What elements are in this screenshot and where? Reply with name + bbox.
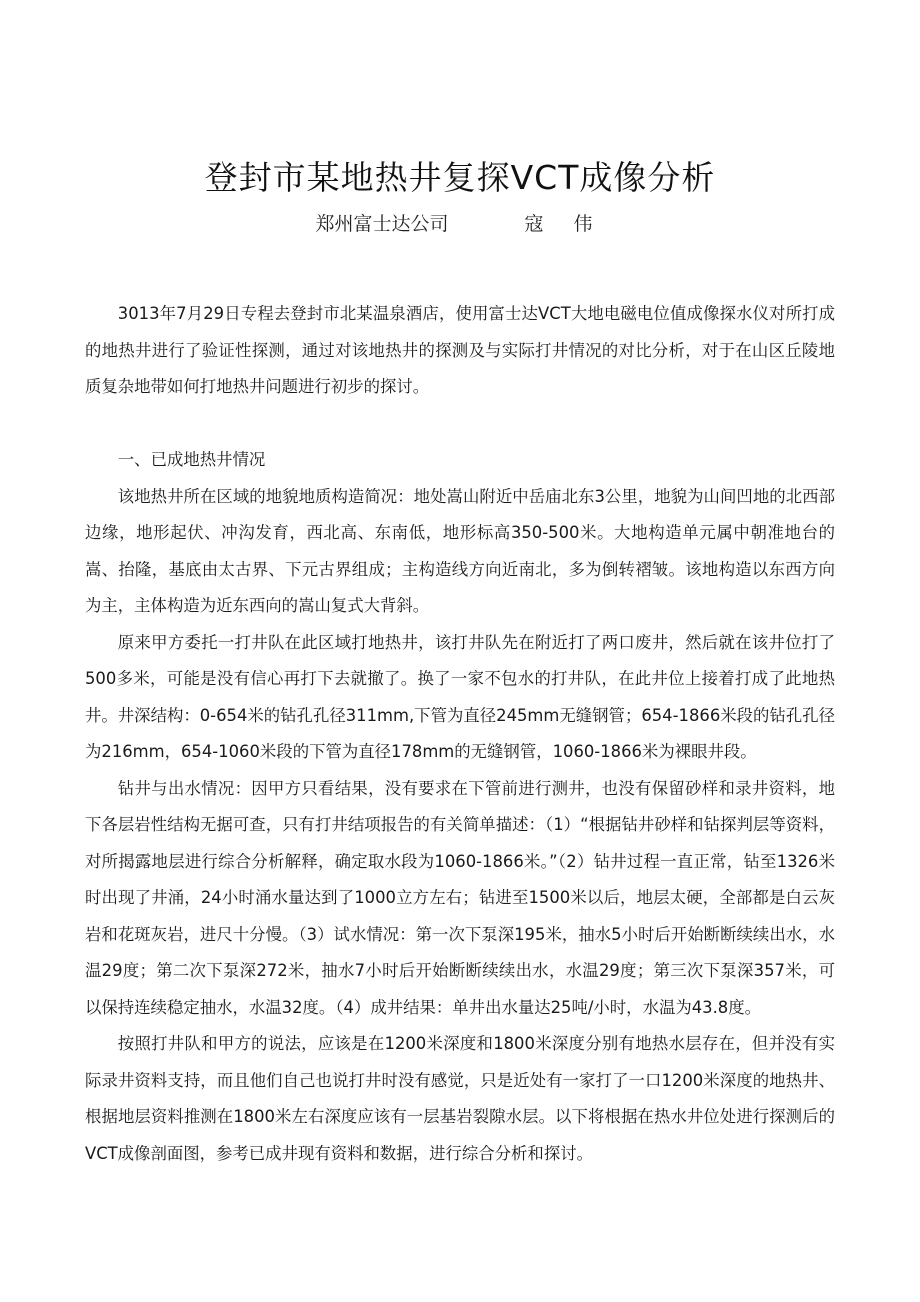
section-heading: 一、已成地热井情况 <box>117 450 266 469</box>
document-title: 登封市某地热井复探VCT成像分析 <box>204 158 716 197</box>
drilling-history-paragraph: 原来甲方委托一打井队在此区域打地热井，该打井队先在附近打了两口废井，然后就在该井位打了500多米，可能是没有信心再打下去就撤了。换了一家不包水的打井队，在此井位上接着打成了此地热井。井深结构：0-654米的钻孔孔径311mm,下管为直径245mm无缝钢管；654-1866米段的钻孔孔径为216mm，654-1060米段的下管为直径178mm的无缝钢管，1060-1866米为裸眼井段。 <box>85 632 835 761</box>
water-output-paragraph: 钻井与出水情况：因甲方只看结果，没有要求在下管前进行测井，也没有保留砂样和录井资料，地下各层岩性结构无据可查，只有打井结项报告的有关简单描述：（1）“根据钻井砂样和钻探判层等资料，对所揭露地层进行综合分析解释，确定取水段为1060-1866米。”（2）钻井过程一直正常，钻至1326米时出现了井涌，24小时涌水量达到了1000立方左右；钻进至1500米以后，地层太硬，全部都是白云灰岩和花斑灰岩，进尺十分慢。（3）试水情况：第一次下泵深195米，抽水5小时后开始断断续续出水，水温29度；第二次下泵深272米，抽水7小时后开始断断续续出水，水温29度；第三次下泵深357米，可以保持连续稳定抽水，水温32度。（4）成井结果：单井出水量达25吨/小时，水温为43.8度。 <box>85 778 835 1017</box>
author-name: 寇 伟 <box>524 213 605 235</box>
document-body <box>85 296 835 1172</box>
byline <box>0 208 920 240</box>
analysis-plan-paragraph: 按照打井队和甲方的说法，应该是在1200米深度和1800米深度分别有地热水层存在，但并没有实际录井资料支持，而且他们自己也说打井时没有感觉，只是近处有一家打了一口1200米深度的地热井、根据地层资料推测在1800米左右深度应该有一层基岩裂隙水层。以下将根据在热水井位处进行探测后的VCT成像剖面图，参考已成井现有资料和数据，进行综合分析和探讨。 <box>85 1034 835 1163</box>
geology-paragraph: 该地热井所在区域的地貌地质构造简况：地处嵩山附近中岳庙北东3公里，地貌为山间凹地的北西部边缘，地形起伏、冲沟发育，西北高、东南低，地形标高350-500米。大地构造单元属中朝准地台的嵩、抬隆，基底由太古界、下元古界组成；主构造线方向近南北，多为倒转褶皱。该地构造以东西方向为主，主体构造为近东西向的嵩山复式大背斜。 <box>85 486 835 615</box>
paragraph-spacer <box>85 406 835 443</box>
intro-paragraph: 3013年7月29日专程去登封市北某温泉酒店，使用富士达VCT大地电磁电位值成像探水仪对所打成的地热井进行了验证性探测，通过对该地热井的探测及与实际打井情况的对比分析，对于在山区丘陵地质复杂地带如何打地热井问题进行初步的探讨。 <box>85 304 835 396</box>
organization-name: 郑州富士达公司 <box>315 213 449 235</box>
